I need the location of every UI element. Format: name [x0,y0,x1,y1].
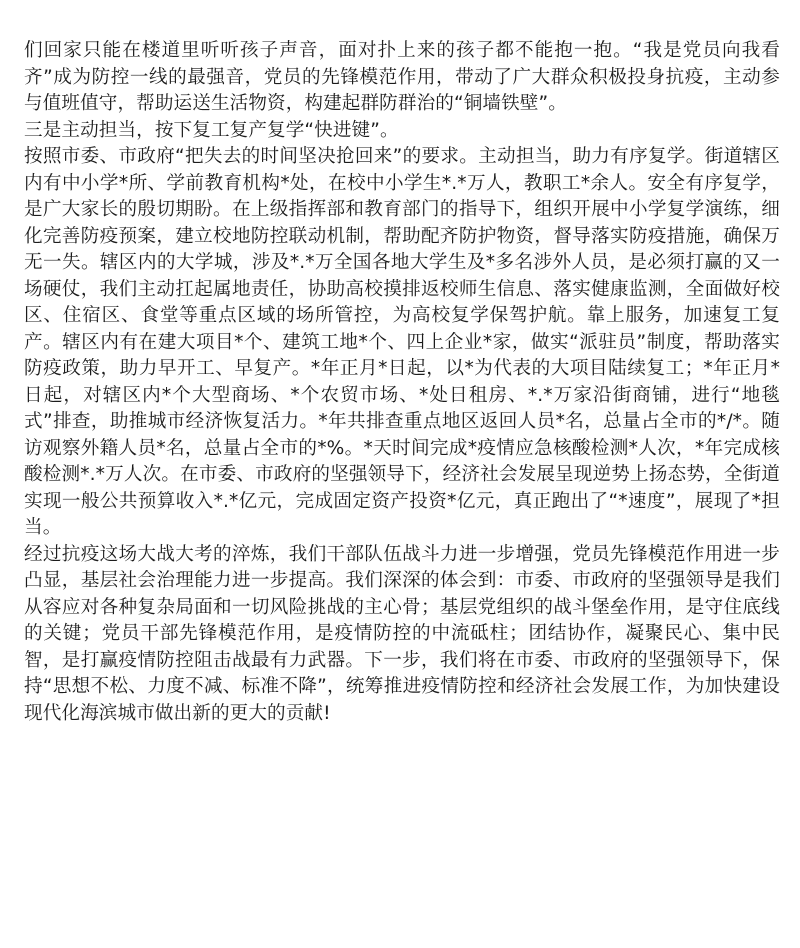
paragraph-4: 经过抗疫这场大战大考的淬炼，我们干部队伍战斗力进一步增强，党员先锋模范作用进一步凸显，基层社会治理能力进一步提高。我们深深的体会到：市委、市政府的坚强领导是我们从容应对各种复杂局面和一切风险挑战的主心骨；基层党组织的战斗堡垒作用，是守住底线的关键；党员干部先锋模范作用，是疫情防控的中流砥柱；团结协作，凝聚民心、集中民智，是打赢疫情防控阻击战最有力武器。下一步，我们将在市委、市政府的坚强领导下，保持“思想不松、力度不减、标准不降”，统筹推进疫情防控和经济社会发展工作，为加快建设现代化海滨城市做出新的更大的贡献! [24,543,780,724]
paragraph-2-heading: 三是主动担当，按下复工复产复学“快进键”。 [24,119,399,141]
paragraph-1: 们回家只能在楼道里听听孩子声音，面对扑上来的孩子都不能抱一抱。“我是党员向我看齐”成为防控一线的最强音，党员的先锋模范作用，带动了广大群众积极投身抗疫，主动参与值班值守，帮助运送生活物资，构建起群防群治的“铜墙铁壁”。 [24,40,780,114]
document-body [24,38,780,727]
paragraph-3: 按照市委、市政府“把失去的时间坚决抢回来”的要求。主动担当，助力有序复学。街道辖区内有中小学*所、学前教育机构*处，在校中小学生*.*万人，教职工*余人。安全有序复学，是广大家长的殷切期盼。在上级指挥部和教育部门的指导下，组织开展中小学复学演练，细化完善防疫预案，建立校地防控联动机制，帮助配齐防护物资，督导落实防疫措施，确保万无一失。辖区内的大学城，涉及*.*万全国各地大学生及*多名涉外人员，是必须打赢的又一场硬仗，我们主动扛起属地责任，协助高校摸排返校师生信息、落实健康监测，全面做好校区、住宿区、食堂等重点区域的场所管控，为高校复学保驾护航。靠上服务，加速复工复产。辖区内有在建大项目*个、建筑工地*个、四上企业*家，做实“派驻员”制度，帮助落实防疫政策，助力早开工、早复产。*年正月*日起，以*为代表的大项目陆续复工；*年正月*日起，对辖区内*个大型商场、*个农贸市场、*处日租房、*.*万家沿街商铺，进行“地毯式”排查，助推城市经济恢复活力。*年共排查重点地区返回人员*名，总量占全市的*/*。随访观察外籍人员*名，总量占全市的*%。*天时间完成*疫情应急核酸检测*人次，*年完成核酸检测*.*万人次。在市委、市政府的坚强领导下，经济社会发展呈现逆势上扬态势，全街道实现一般公共预算收入*.*亿元，完成固定资产投资*亿元，真正跑出了“*速度”，展现了*担当。 [24,146,780,538]
